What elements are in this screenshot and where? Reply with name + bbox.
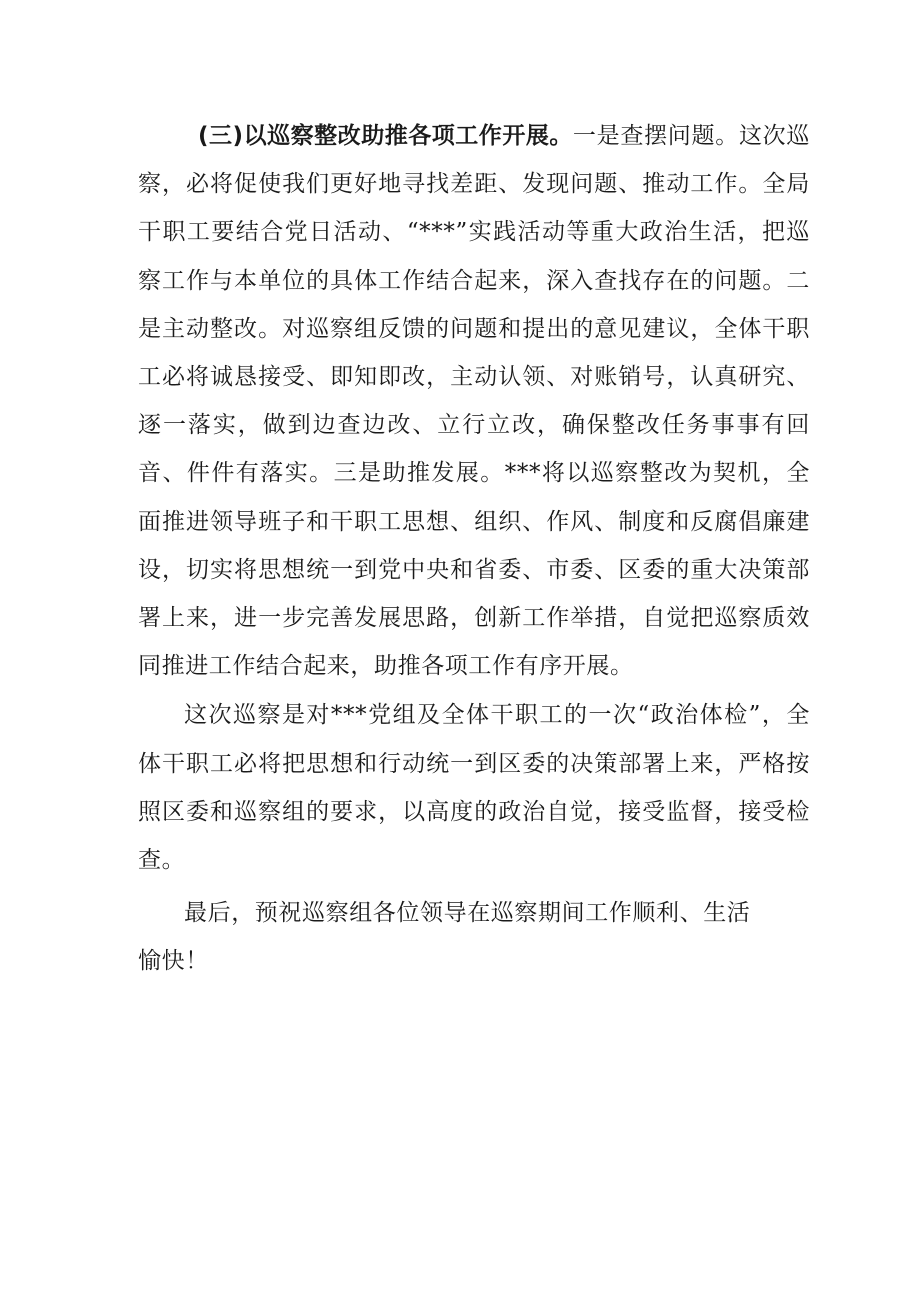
closing-line-2: 愉快！ [138,948,209,975]
inspection-paragraph: 这次巡察是对***党组及全体干职工的一次“政治体检”，全体干职工必将把思想和行动统一到区委的决策部署上来，严格按照区委和巡察组的要求，以高度的政治自觉，接受监督，接受检查。 [138,702,810,874]
section-3-body: 一是查摆问题。这次巡察，必将促使我们更好地寻找差距、发现问题、推动工作。全局干职工要结合党日活动、“***”实践活动等重大政治生活，把巡察工作与本单位的具体工作结合起来，深入查找存在的问题。二是主动整改。对巡察组反馈的问题和提出的意见建议，全体干职工必将诚恳接受、即知即改，主动认领、对账销号，认真研究、逐一落实，做到边查边改、立行立改，确保整改任务事事有回音、件件有落实。三是助推发展。***将以巡察整改为契机，全面推进领导班子和干职工思想、组织、作风、制度和反腐倡廉建设，切实将思想统一到党中央和省委、市委、区委的重大决策部署上来，进一步完善发展思路，创新工作举措，自觉把巡察质效同推进工作结合起来，助推各项工作有序开展。 [138,123,811,680]
section-3-heading: (三)以巡察整改助推各项工作开展。 [198,123,573,149]
section-3-paragraph [138,112,810,690]
closing-line-1: 最后，预祝巡察组各位领导在巡察期间工作顺利、生活 [184,900,751,927]
document-body [138,112,810,986]
closing-paragraph [138,889,810,985]
